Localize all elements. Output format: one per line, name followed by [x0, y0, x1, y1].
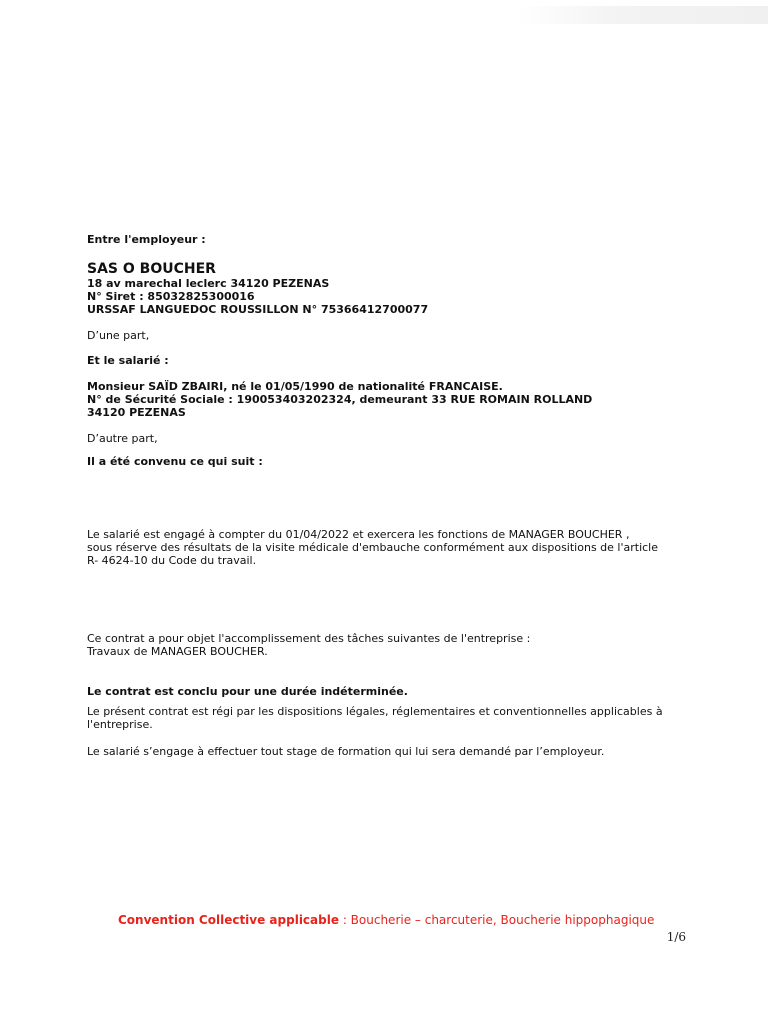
company-name: SAS O BOUCHER [87, 261, 216, 277]
engagement-line-2: sous réserve des résultats de la visite médicale d'embauche conformément aux dispositions de l'article [87, 541, 658, 554]
convention-label: Convention Collective applicable [118, 913, 339, 927]
company-address: 18 av marechal leclerc 34120 PEZENAS [87, 277, 330, 290]
employee-city: 34120 PEZENAS [87, 406, 186, 419]
engagement-line-3: R- 4624-10 du Code du travail. [87, 554, 257, 567]
contract-duration: Le contrat est conclu pour une durée indéterminée. [87, 685, 408, 698]
engagement-line-1: Le salarié est engagé à compter du 01/04/2022 et exercera les fonctions de MANAGER BOUCHER , [87, 528, 630, 541]
governed-line-1: Le présent contrat est régi par les dispositions légales, réglementaires et conventionnelles applicables à [87, 705, 663, 718]
employer-heading: Entre l'employeur : [87, 233, 206, 246]
company-siret: N° Siret : 85032825300016 [87, 290, 255, 303]
first-party-text: D’une part, [87, 329, 150, 342]
collective-agreement-footer [118, 913, 654, 927]
company-urssaf: URSSAF LANGUEDOC ROUSSILLON N° 75366412700077 [87, 303, 429, 316]
page-number: 1/6 [666, 930, 686, 944]
contract-object-line-2: Travaux de MANAGER BOUCHER. [87, 645, 268, 658]
employee-identity: Monsieur SAÏD ZBAIRI, né le 01/05/1990 de nationalité FRANCAISE. [87, 380, 503, 393]
second-party-text: D’autre part, [87, 432, 158, 445]
agreed-heading: Il a été convenu ce qui suit : [87, 455, 263, 468]
employee-social-security: N° de Sécurité Sociale : 190053403202324, demeurant 33 RUE ROMAIN ROLLAND [87, 393, 593, 406]
governed-line-2: l'entreprise. [87, 718, 153, 731]
contract-object-line-1: Ce contrat a pour objet l'accomplissement des tâches suivantes de l'entreprise : [87, 632, 531, 645]
convention-value: : Boucherie – charcuterie, Boucherie hippophagique [339, 913, 655, 927]
scan-shade [518, 6, 768, 24]
training-clause: Le salarié s’engage à effectuer tout stage de formation qui lui sera demandé par l’employeur. [87, 745, 605, 758]
employee-heading: Et le salarié : [87, 354, 169, 367]
